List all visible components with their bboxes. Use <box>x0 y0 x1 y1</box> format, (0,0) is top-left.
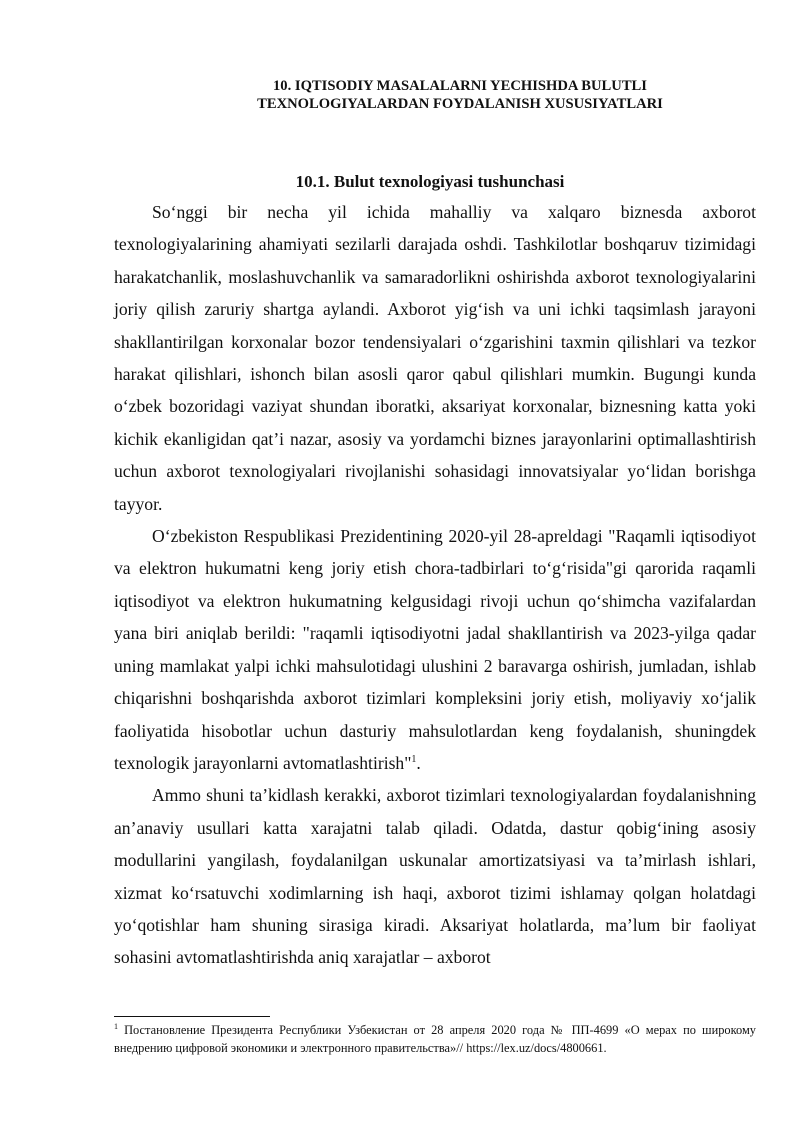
paragraph-2 <box>114 520 756 779</box>
chapter-title-line-2: TEXNOLOGIYALARDAN FOYDALANISH XUSUSIYATLARI <box>257 96 663 112</box>
footnote <box>114 1021 756 1057</box>
chapter-title <box>150 77 770 113</box>
footnote-separator <box>114 1016 270 1017</box>
paragraph-1: So‘nggi bir necha yil ichida mahalliy va xalqaro biznesda axborot texnologiyalarining ahamiyati sezilarli darajada oshdi. Tashkilotlar boshqaruv tizimidagi harakatchanlik, moslashuvchanlik va samaradorlikni oshirishda axborot texnologiyalarini joriy qilish zaruriy shartga aylandi. Axborot yig‘ish va uni ichki taqsimlash jarayoni shakllantirilgan korxonalar bozor tendensiyalari o‘zgarishini taxmin qilishlari va tezkor harakat qilishlari, ishonch bilan asosli qaror qabul qilishlari mumkin. Bugungi kunda o‘zbek bozoridagi vaziyat shundan iboratki, aksariyat korxonalar, biznesning katta yoki kichik ekanligidan qat’i nazar, asosiy va yordamchi biznes jarayonlarini optimallashtirish uchun axborot texnologiyalari rivojlanishi sohasidagi innovatsiyalar yo‘lidan borishga tayyor. <box>114 202 756 514</box>
footnote-reference[interactable]: 1 <box>411 754 417 766</box>
paragraph-3: Ammo shuni ta’kidlash kerakki, axborot tizimlari texnologiyalardan foydalanishning an’anaviy usullari katta xarajatni talab qiladi. Odatda, dastur qobig‘ining asosiy modullarini yangilash, foydalanilgan uskunalar amortizatsiyasi va ta’mirlash ishlari, xizmat ko‘rsatuvchi xodimlarning ish haqi, axborot tizimi ishlamay qolgan holatdagi yo‘qotishlar ham shuning sirasiga kiradi. Aksariyat holatlarda, ma’lum bir faoliyat sohasini avtomatlashtirishda aniq xarajatlar – axborot <box>114 785 756 968</box>
footnote-text: Постановление Президента Республики Узбекистан от 28 апреля 2020 года № ПП-4699 «О мерах по широкому внедрению цифровой экономики и электронного правительства»// https://lex.uz/docs/4800661. <box>114 1023 756 1055</box>
footnote-number: 1 <box>114 1021 118 1031</box>
body-text <box>114 196 756 974</box>
chapter-title-line-1: 10. IQTISODIY MASALALARNI YECHISHDA BULUTLI <box>273 78 647 94</box>
paragraph-2-end: . <box>416 752 421 773</box>
section-title: 10.1. Bulut texnologiyasi tushunchasi <box>295 172 565 191</box>
paragraph-2-text: O‘zbekiston Respublikasi Prezidentining 2020-yil 28-apreldagi "Raqamli iqtisodiyot va elektron hukumatni keng joriy etish chora-tadbirlari to‘g‘risida"gi qarorida raqamli iqtisodiyot va elektron hukumatning kelgusidagi rivoji uchun qo‘shimcha vazifalardan yana biri aniqlab berildi: "raqamli iqtisodiyotni jadal shakllantirish va 2023-yilga qadar uning mamlakat yalpi ichki mahsulotidagi ulushini 2 baravarga oshirish, jumladan, ishlab chiqarishni boshqarishda axborot tizimlari kompleksini joriy etish, moliyaviy xo‘jalik faoliyatida hisobotlar uchun dasturiy mahsulotlardan keng foydalanish, shuningdek texnologik jarayonlarni avtomatlashtirish" <box>114 526 756 773</box>
